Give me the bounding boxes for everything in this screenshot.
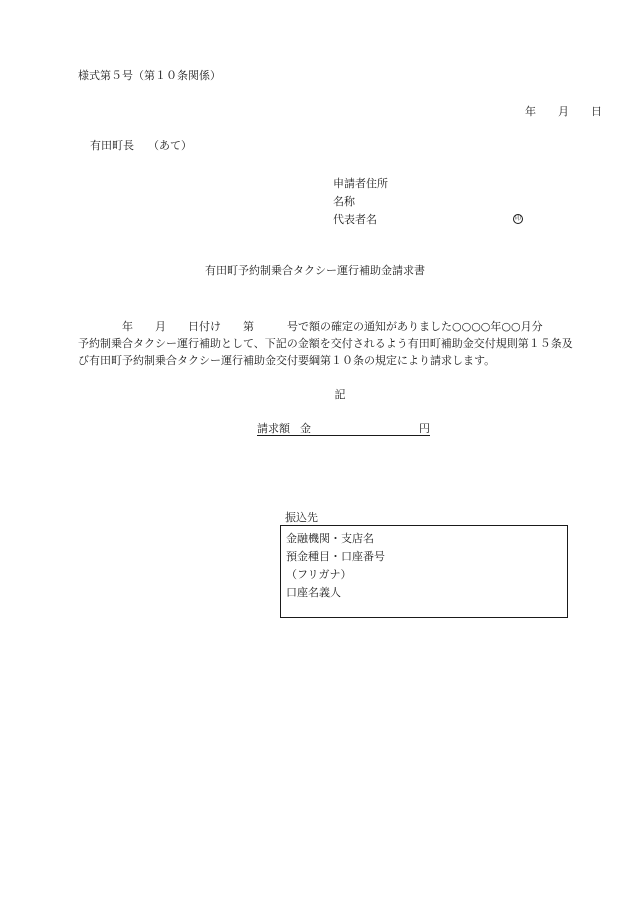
applicant-address-row: [333, 178, 533, 196]
date-line: [0, 106, 602, 117]
seal-mark: 印: [514, 215, 521, 222]
applicant-representative-label: 代表者名: [333, 213, 377, 226]
claim-unit: 円: [419, 422, 430, 435]
applicant-address-label: 申請者住所: [333, 177, 388, 190]
transfer-row-account: 預金種目・口座番号: [286, 550, 385, 563]
transfer-box: [280, 525, 568, 618]
form-number: 様式第５号（第１０条関係）: [78, 69, 221, 82]
transfer-row-furigana: （フリガナ）: [286, 568, 352, 581]
addressee-suffix: （あて）: [148, 139, 192, 152]
body-line-2: 予約制乗合タクシー運行補助として、下記の金額を交付されるよう有田町補助金交付規則第１５条及: [78, 337, 573, 350]
applicant-name-row: [333, 196, 533, 214]
claim-kin: 金: [300, 422, 311, 435]
transfer-row-holder: 口座名義人: [286, 586, 341, 599]
addressee-name: 有田町長: [90, 139, 134, 152]
applicant-representative-row: [333, 214, 533, 232]
ki-heading: 記: [334, 388, 346, 401]
applicant-block: [333, 178, 533, 232]
document-title: 有田町予約制乗合タクシー運行補助金請求書: [205, 264, 425, 277]
claim-label: 請求額: [257, 422, 290, 435]
date-month: 月: [558, 105, 569, 118]
claim-amount: [257, 423, 430, 436]
transfer-label: 振込先: [285, 511, 318, 524]
applicant-name-label: 名称: [333, 195, 355, 208]
body-line-1: 年 月 日付け 第 号で額の確定の通知がありました○○○○年○○月分: [78, 320, 543, 333]
date-year: 年: [525, 105, 536, 118]
addressee: [90, 140, 192, 151]
date-day: 日: [591, 105, 602, 118]
body-text: [78, 318, 606, 369]
transfer-row-bank: 金融機関・支店名: [286, 532, 374, 545]
body-line-3: び有田町予約制乗合タクシー運行補助金交付要綱第１０条の規定により請求します。: [78, 354, 496, 367]
